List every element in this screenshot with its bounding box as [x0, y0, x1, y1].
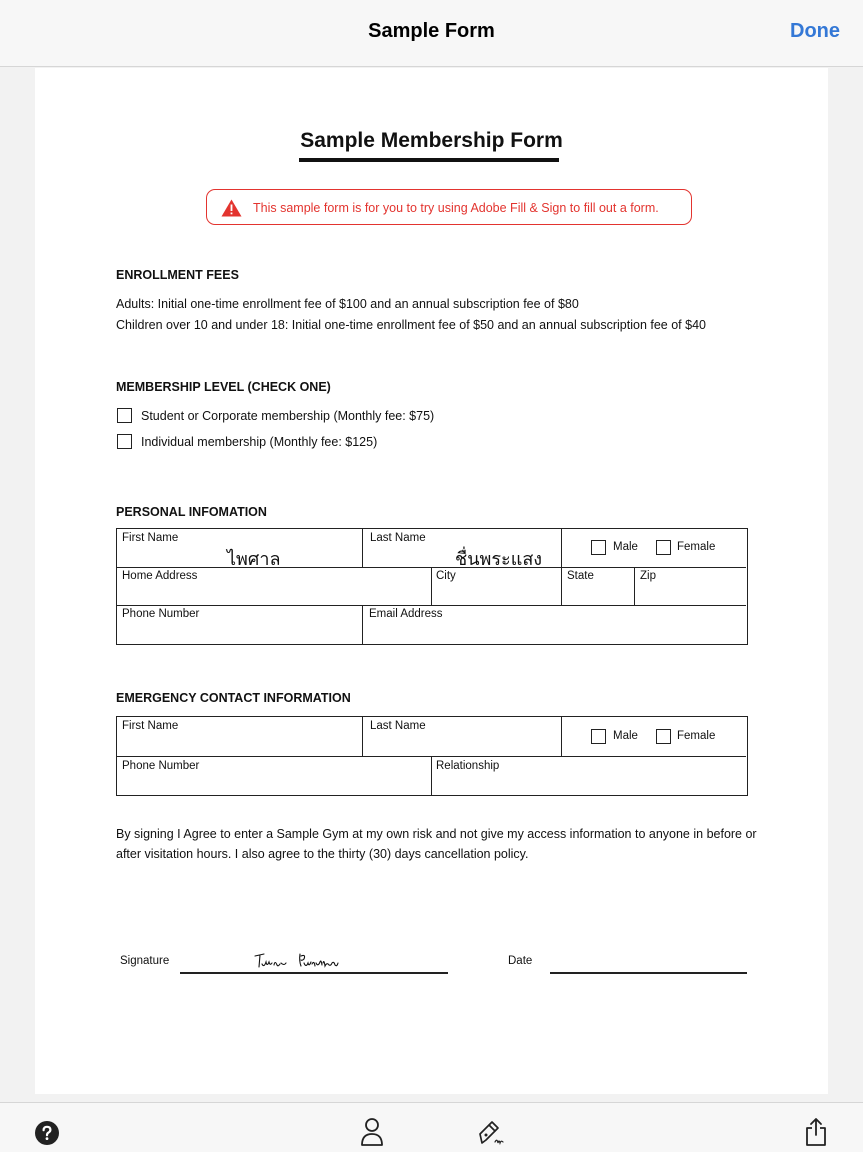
window-title: Sample Form: [368, 20, 495, 42]
last-name-label: Last Name: [370, 532, 426, 544]
notice-text: This sample form is for you to try using Adobe Fill & Sign to fill out a form.: [253, 201, 659, 215]
emergency-phone-label: Phone Number: [122, 760, 200, 772]
emergency-female-label: Female: [677, 730, 716, 742]
state-field[interactable]: [562, 567, 634, 605]
done-button[interactable]: Done: [790, 20, 840, 42]
warning-icon: [221, 199, 242, 217]
membership-heading: MEMBERSHIP LEVEL (CHECK ONE): [116, 380, 331, 394]
city-label: City: [436, 570, 456, 582]
phone-number-field[interactable]: [117, 605, 362, 644]
individual-membership-checkbox[interactable]: [117, 434, 132, 449]
zip-label: Zip: [640, 570, 656, 582]
city-field[interactable]: [432, 567, 561, 605]
sample-notice: [206, 189, 692, 225]
signature-ink: [253, 950, 343, 972]
emergency-phone-field[interactable]: [117, 756, 431, 795]
email-address-label: Email Address: [369, 608, 443, 620]
sign-icon[interactable]: [477, 1119, 507, 1147]
phone-number-label: Phone Number: [122, 608, 200, 620]
form-title: Sample Membership Form: [300, 129, 563, 152]
agreement-text: By signing I Agree to enter a Sample Gym at my own risk and not give my access information to anyone in before or after visitation hours. I also agree to the thirty (30) days cancellation policy.: [116, 827, 757, 861]
male-label: Male: [613, 541, 638, 553]
personal-heading: PERSONAL INFOMATION: [116, 505, 267, 519]
emergency-contact-table: [116, 716, 748, 796]
signature-label: Signature: [120, 955, 170, 967]
emergency-first-name-label: First Name: [122, 720, 179, 732]
relationship-field[interactable]: [432, 756, 746, 795]
share-icon[interactable]: [804, 1117, 828, 1147]
signature-field[interactable]: [180, 972, 448, 974]
last-name-field[interactable]: [363, 529, 561, 570]
profile-icon[interactable]: [360, 1117, 384, 1147]
male-checkbox[interactable]: [591, 540, 606, 555]
enrollment-children: Children over 10 and under 18: Initial one-time enrollment fee of $50 and an annual subscription fee of $40: [116, 318, 706, 332]
emergency-first-name-field[interactable]: [117, 717, 362, 756]
first-name-field[interactable]: [117, 529, 362, 570]
title-underline: [299, 158, 559, 162]
enrollment-heading: ENROLLMENT FEES: [116, 268, 239, 282]
emergency-male-label: Male: [613, 730, 638, 742]
help-icon[interactable]: [35, 1121, 59, 1145]
first-name-value: ไพศาล: [227, 549, 281, 570]
student-membership-label: Student or Corporate membership (Monthly fee: $75): [141, 409, 435, 423]
bottom-toolbar: [0, 1102, 863, 1152]
student-membership-checkbox[interactable]: [117, 408, 132, 423]
emergency-female-checkbox[interactable]: [656, 729, 671, 744]
emergency-last-name-label: Last Name: [370, 720, 426, 732]
first-name-label: First Name: [122, 532, 179, 544]
email-address-field[interactable]: [363, 605, 746, 644]
zip-field[interactable]: [635, 567, 746, 605]
female-checkbox[interactable]: [656, 540, 671, 555]
emergency-male-checkbox[interactable]: [591, 729, 606, 744]
relationship-label: Relationship: [436, 760, 500, 772]
home-address-label: Home Address: [122, 570, 198, 582]
home-address-field[interactable]: [117, 567, 431, 605]
individual-membership-label: Individual membership (Monthly fee: $125): [141, 435, 378, 449]
emergency-heading: EMERGENCY CONTACT INFORMATION: [116, 691, 351, 705]
state-label: State: [567, 570, 594, 582]
top-navigation-bar: [0, 0, 863, 67]
female-label: Female: [677, 541, 716, 553]
personal-info-table: [116, 528, 748, 645]
last-name-value: ชื่นพระแสง: [455, 549, 543, 570]
date-field[interactable]: [550, 972, 747, 974]
emergency-last-name-field[interactable]: [363, 717, 561, 756]
form-page[interactable]: [35, 68, 828, 1094]
date-label: Date: [508, 955, 533, 967]
enrollment-adults: Adults: Initial one-time enrollment fee of $100 and an annual subscription fee of $80: [116, 297, 579, 311]
